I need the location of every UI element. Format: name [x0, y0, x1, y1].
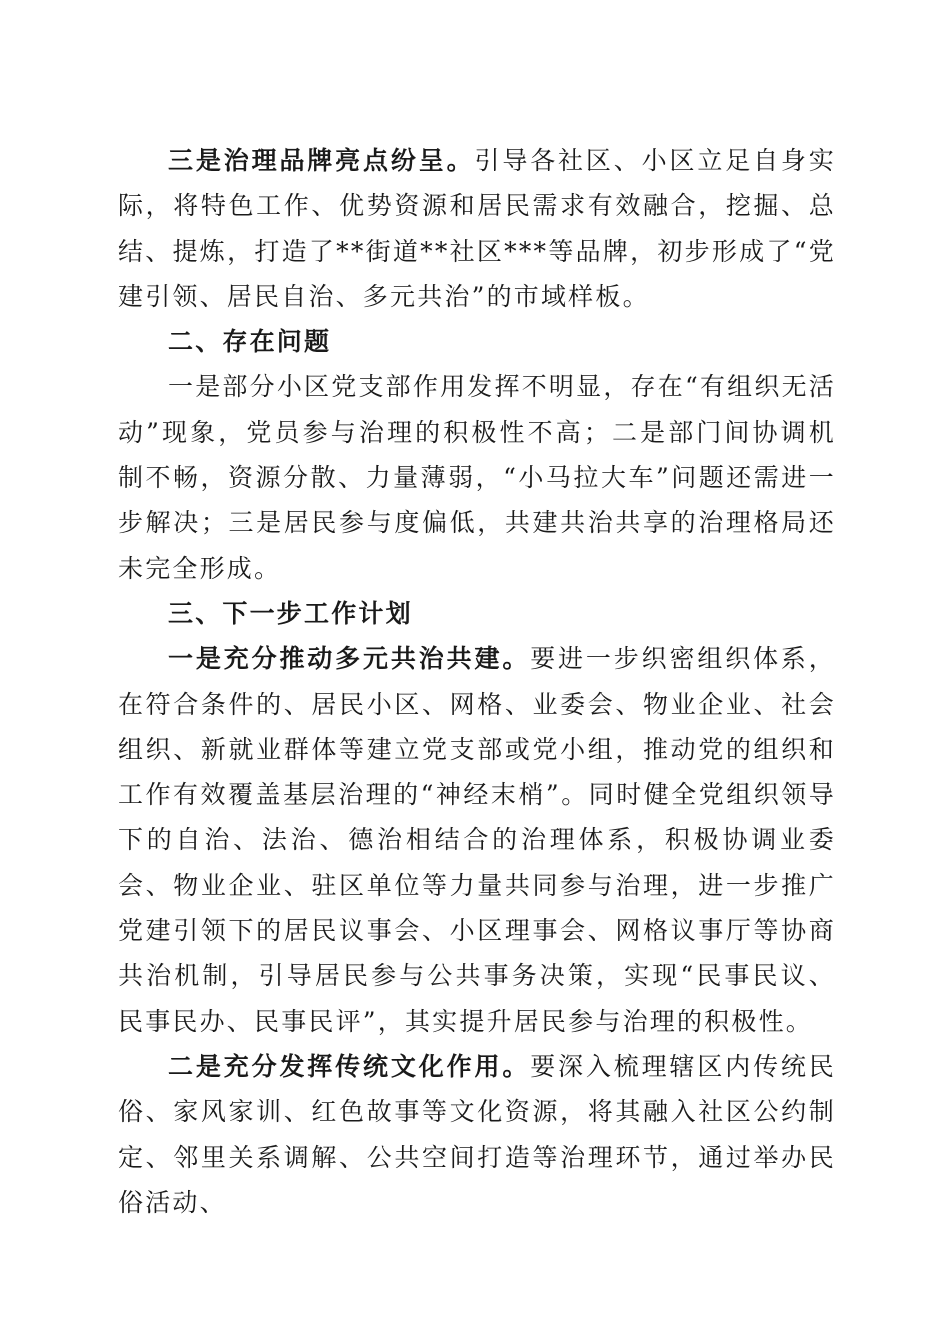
paragraph-text: 要进一步织密组织体系，在符合条件的、居民小区、网格、业委会、物业企业、社会组织、新就业群体等建立党支部或党小组，推动党的组织和工作有效覆盖基层治理的“神经末梢”。同时健全党组织领导下的自治、法治、德治相结合的治理体系，积极协调业委会、物业企业、驻区单位等力量共同参与治理，进一步推广党建引领下的居民议事会、小区理事会、网格议事厅等协商共治机制，引导居民参与公共事务决策，实现“民事民议、民事民办、民事民评”，其实提升居民参与治理的积极性。 [118, 644, 836, 1036]
document-body [118, 138, 836, 1225]
section-heading-problems: 二、存在问题 [168, 327, 332, 357]
paragraph-text: 引导各社区、小区立足自身实际，将特色工作、优势资源和居民需求有效融合，挖掘、总结、提炼，打造了**街道**社区***等品牌，初步形成了“党建引领、居民自治、多元共治”的市域样板。 [118, 146, 836, 311]
paragraph-lead: 二是充分发挥传统文化作用。 [168, 1051, 531, 1081]
paragraph-lead: 一是充分推动多元共治共建。 [168, 644, 531, 674]
paragraph-co-governance [118, 636, 836, 1044]
paragraph-traditional-culture [118, 1044, 836, 1225]
paragraph-brand-highlights [118, 138, 836, 319]
section-heading-next-steps: 三、下一步工作计划 [168, 598, 413, 628]
paragraph-text: 一是部分小区党支部作用发挥不明显，存在“有组织无活动”现象，党员参与治理的积极性不高；二是部门间协调机制不畅，资源分散、力量薄弱，“小马拉大车”问题还需进一步解决；三是居民参与度偏低，共建共治共享的治理格局还未完全形成。 [118, 372, 836, 583]
paragraph-problems [118, 364, 836, 590]
paragraph-lead: 三是治理品牌亮点纷呈。 [168, 146, 475, 175]
paragraph-text: 要深入梳理辖区内传统民俗、家风家训、红色故事等文化资源，将其融入社区公约制定、邻里关系调解、公共空间打造等治理环节，通过举办民俗活动、 [118, 1051, 836, 1217]
